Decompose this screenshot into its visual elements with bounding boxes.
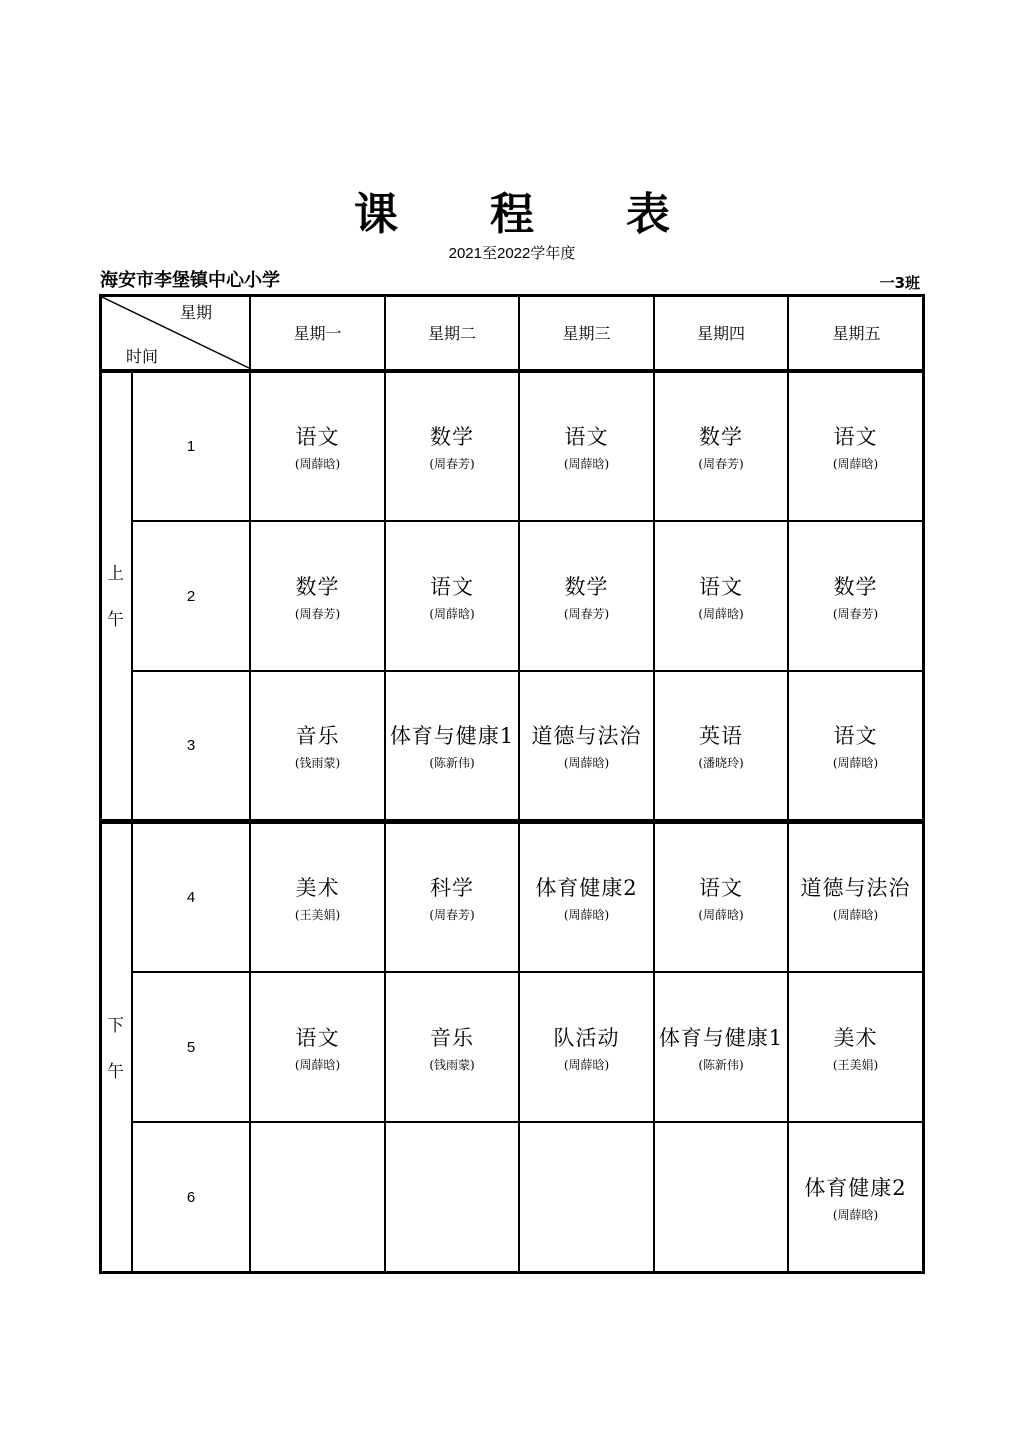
subject-name: 数学 [833, 574, 878, 599]
class-cell [789, 373, 922, 520]
teacher-name: (周春芳) [429, 457, 475, 471]
title-char: 课 [354, 189, 398, 240]
class-cell [789, 1123, 922, 1271]
day-header: 星期一 [293, 323, 342, 343]
teacher-name: (王美娟) [294, 908, 341, 922]
afternoon-char: 下 [107, 1016, 124, 1036]
class-cell [520, 1123, 653, 1271]
day-header: 星期二 [427, 323, 476, 343]
teacher-name: (周薛晗) [832, 1207, 879, 1222]
period-number: 3 [186, 737, 196, 754]
period-number: 4 [186, 889, 196, 906]
teacher-name: (王美娟) [832, 1057, 879, 1072]
subject-name: 语文 [833, 425, 878, 449]
subject-name: 语文 [430, 574, 474, 599]
morning-char: 午 [107, 609, 124, 630]
class-cell [386, 672, 518, 819]
class-cell [789, 522, 922, 670]
subject-name: 语文 [699, 876, 743, 900]
subject-name: 科学 [430, 876, 474, 900]
page-title [0, 178, 1024, 242]
teacher-name: (周薛晗) [698, 606, 744, 621]
subject-name: 道德与法治 [800, 876, 911, 900]
subject-name: 语文 [833, 724, 878, 748]
class-cell [655, 672, 787, 819]
class-cell [251, 973, 384, 1121]
teacher-name: (周薛晗) [832, 756, 879, 770]
class-cell [789, 973, 922, 1121]
class-cell [789, 824, 922, 971]
subject-name: 音乐 [295, 724, 340, 748]
class-name: 一3班 [879, 274, 920, 292]
class-cell [520, 373, 653, 520]
period-number: 1 [186, 438, 196, 455]
subject-name: 语文 [699, 574, 743, 599]
subject-name: 美术 [833, 1025, 878, 1050]
corner-label-time: 时间 [125, 346, 158, 366]
subject-name: 队活动 [553, 1025, 620, 1050]
title-char: 程 [490, 189, 534, 240]
teacher-name: (周春芳) [832, 606, 879, 621]
school-year: 2021至2022学年度 [448, 245, 576, 262]
teacher-name: (周薛晗) [294, 457, 341, 471]
class-cell [655, 373, 787, 520]
class-cell [520, 973, 653, 1121]
class-cell [386, 522, 518, 670]
afternoon-label [99, 824, 132, 1274]
class-cell [251, 373, 384, 520]
teacher-name: (周薛晗) [294, 1057, 341, 1072]
day-header: 星期四 [696, 323, 745, 343]
morning-char: 上 [107, 563, 124, 584]
subject-name: 英语 [699, 724, 743, 748]
subject-name: 美术 [295, 876, 340, 900]
period-number: 6 [186, 1188, 196, 1206]
subject-name: 数学 [564, 574, 609, 599]
teacher-name: (周薛晗) [563, 908, 610, 922]
subject-name: 体育健康2 [535, 876, 638, 900]
teacher-name: (周薛晗) [563, 756, 610, 770]
subject-name: 语文 [295, 1025, 340, 1050]
class-cell [251, 672, 384, 819]
corner-label-day: 星期 [179, 302, 212, 322]
teacher-name: (周薛晗) [698, 908, 744, 922]
subject-name: 体育与健康1 [389, 724, 515, 748]
subject-name: 体育健康2 [804, 1175, 907, 1200]
afternoon-char: 午 [107, 1062, 124, 1082]
teacher-name: (周春芳) [294, 606, 341, 621]
class-cell [386, 373, 518, 520]
teacher-name: (钱雨蒙) [429, 1057, 475, 1072]
period-number: 2 [186, 587, 196, 605]
teacher-name: (陈新伟) [698, 1057, 744, 1072]
subject-name: 道德与法治 [531, 724, 642, 748]
class-cell [386, 973, 518, 1121]
morning-label [99, 373, 132, 820]
teacher-name: (周薛晗) [563, 457, 610, 471]
teacher-name: (周春芳) [563, 606, 610, 621]
teacher-name: (陈新伟) [429, 756, 475, 770]
class-cell [655, 1123, 787, 1271]
teacher-name: (周春芳) [698, 457, 744, 471]
teacher-name: (周薛晗) [563, 1057, 610, 1072]
class-cell [655, 824, 787, 971]
subject-name: 数学 [430, 425, 474, 449]
teacher-name: (周薛晗) [429, 606, 475, 621]
period-number: 5 [186, 1038, 196, 1056]
day-header: 星期五 [832, 323, 881, 343]
subject-name: 语文 [564, 425, 609, 449]
subject-name: 数学 [295, 574, 340, 599]
school-name: 海安市李堡镇中心小学 [100, 270, 280, 291]
class-cell [386, 824, 518, 971]
teacher-name: (潘晓玲) [698, 756, 744, 770]
class-cell [386, 1123, 518, 1271]
teacher-name: (钱雨蒙) [294, 756, 341, 770]
teacher-name: (周春芳) [429, 908, 475, 922]
day-header: 星期三 [562, 323, 611, 343]
class-cell [251, 824, 384, 971]
class-cell [789, 672, 922, 819]
class-cell [655, 973, 787, 1121]
timetable-grid [99, 294, 925, 1274]
class-cell [655, 522, 787, 670]
title-char: 表 [626, 189, 670, 240]
class-cell [251, 1123, 384, 1271]
class-cell [251, 522, 384, 670]
class-cell [520, 672, 653, 819]
subject-name: 音乐 [430, 1025, 474, 1050]
class-cell [520, 824, 653, 971]
subject-name: 数学 [699, 425, 743, 449]
teacher-name: (周薛晗) [832, 457, 879, 471]
subject-name: 语文 [295, 425, 340, 449]
subject-name: 体育与健康1 [658, 1025, 784, 1050]
class-cell [520, 522, 653, 670]
teacher-name: (周薛晗) [832, 908, 879, 922]
